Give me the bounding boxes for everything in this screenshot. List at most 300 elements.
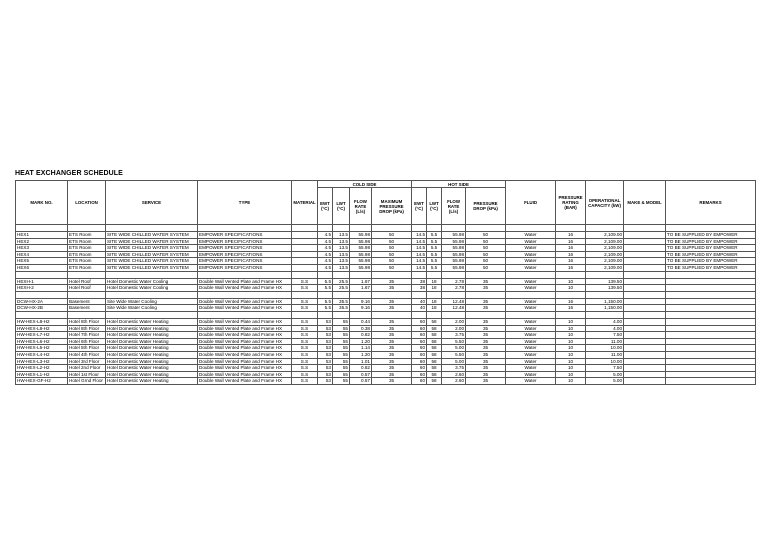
cell-pressure-rating: 16 <box>556 264 586 271</box>
cell-mark-no: HEX3 <box>16 245 68 252</box>
cell-hot-flow-rate: 2.78 <box>442 285 466 292</box>
cell-remarks <box>666 351 756 358</box>
spacer-cell <box>666 225 756 232</box>
cell-cold-ewt: 53 <box>318 318 333 325</box>
cell-cold-flow-rate: 1.01 <box>350 358 372 365</box>
cell-cold-max-pressure-drop: 35 <box>372 298 412 305</box>
cell-operational-capacity: 10.00 <box>586 345 624 352</box>
spacer-cell <box>466 311 506 318</box>
spacer-cell <box>466 225 506 232</box>
cell-pressure-rating: 10 <box>556 285 586 292</box>
cell-remarks <box>666 305 756 312</box>
spacer-cell <box>16 291 68 298</box>
cell-material: S.S <box>292 378 318 385</box>
cell-operational-capacity: 2,109.00 <box>586 251 624 258</box>
cell-hot-ewt: 14.5 <box>412 258 427 265</box>
spacer-cell <box>442 271 466 278</box>
cell-cold-lwt: 13.5 <box>333 232 350 239</box>
cell-pressure-rating: 10 <box>556 318 586 325</box>
cell-cold-flow-rate: 0.57 <box>350 378 372 385</box>
cell-remarks <box>666 332 756 339</box>
cell-mark-no: HW-HEX-L7-H2 <box>16 332 68 339</box>
cell-material: S.S <box>292 365 318 372</box>
cell-fluid: Water <box>506 325 556 332</box>
cell-cold-max-pressure-drop: 35 <box>372 378 412 385</box>
cell-type: Double Wall Vented Plate and Frame HX <box>198 278 292 285</box>
cell-operational-capacity: 2,109.00 <box>586 258 624 265</box>
cell-pressure-rating: 16 <box>556 232 586 239</box>
cell-material: S.S <box>292 351 318 358</box>
cell-cold-lwt: 25.5 <box>333 285 350 292</box>
cell-make-model <box>624 251 666 258</box>
cell-type: EMPOWER SPECIFICATIONS <box>198 251 292 258</box>
cell-hot-flow-rate: 3.75 <box>442 332 466 339</box>
cell-remarks <box>666 371 756 378</box>
col-cold-ewt: EWT (°C) <box>318 188 333 225</box>
cell-hot-flow-rate: 5.50 <box>442 338 466 345</box>
spacer-cell <box>106 311 198 318</box>
cell-location: Hotel Roof <box>68 285 106 292</box>
cell-service: Hotel Domestic Water Heating <box>106 371 198 378</box>
cell-mark-no: HW-HEX-L1-H2 <box>16 371 68 378</box>
cell-make-model <box>624 285 666 292</box>
spacer-cell <box>333 291 350 298</box>
spacer-cell <box>292 225 318 232</box>
cell-hot-ewt: 60 <box>412 365 427 372</box>
cell-material <box>292 251 318 258</box>
cell-hot-lwt: 58 <box>427 318 442 325</box>
cell-service: Hotel Domestic Water Heating <box>106 318 198 325</box>
spacer-cell <box>333 271 350 278</box>
col-fluid: FLUID <box>506 181 556 225</box>
cell-make-model <box>624 298 666 305</box>
cell-fluid: Water <box>506 345 556 352</box>
cell-cold-lwt: 13.5 <box>333 251 350 258</box>
cell-hot-ewt: 40 <box>412 298 427 305</box>
table-body <box>16 225 756 385</box>
cell-fluid: Water <box>506 338 556 345</box>
cell-pressure-rating: 10 <box>556 358 586 365</box>
cell-pressure-rating: 16 <box>556 258 586 265</box>
cell-material: S.S <box>292 285 318 292</box>
cell-remarks <box>666 345 756 352</box>
cell-make-model <box>624 238 666 245</box>
col-material: MATERIAL <box>292 181 318 225</box>
cell-material: S.S <box>292 371 318 378</box>
table-row <box>16 278 756 285</box>
cell-service: Hotel Domestic Water Heating <box>106 365 198 372</box>
cell-hot-pressure-drop: 35 <box>466 285 506 292</box>
cell-type: Double Wall Vented Plate and Frame HX <box>198 365 292 372</box>
cell-hot-pressure-drop: 35 <box>466 318 506 325</box>
cell-pressure-rating: 16 <box>556 305 586 312</box>
cell-cold-lwt: 25.5 <box>333 278 350 285</box>
cell-remarks: TO BE SUPPLIED BY EMPOWER <box>666 238 756 245</box>
spacer-cell <box>372 271 412 278</box>
cell-material: S.S <box>292 332 318 339</box>
cell-cold-flow-rate: 0.44 <box>350 318 372 325</box>
col-pressure-rating: PRESSURE RATING (BAR) <box>556 181 586 225</box>
cell-cold-ewt: 53 <box>318 351 333 358</box>
cell-mark-no: HEXH-2 <box>16 285 68 292</box>
cell-hot-pressure-drop: 50 <box>466 251 506 258</box>
cell-hot-ewt: 60 <box>412 318 427 325</box>
cell-cold-max-pressure-drop: 35 <box>372 318 412 325</box>
cell-type: Double Wall Vented Plate and Frame HX <box>198 378 292 385</box>
cell-mark-no: HW-HEX-L4-H2 <box>16 351 68 358</box>
spacer-cell <box>586 225 624 232</box>
cell-make-model <box>624 318 666 325</box>
spacer-cell <box>506 271 556 278</box>
spacer-cell <box>198 271 292 278</box>
cell-operational-capacity: 139.50 <box>586 278 624 285</box>
cell-operational-capacity: 4.00 <box>586 325 624 332</box>
cell-material <box>292 238 318 245</box>
cell-fluid: Water <box>506 298 556 305</box>
table-row <box>16 298 756 305</box>
cell-hot-ewt: 60 <box>412 358 427 365</box>
cell-cold-lwt: 55 <box>333 338 350 345</box>
cell-cold-ewt: 53 <box>318 338 333 345</box>
cell-material: S.S <box>292 325 318 332</box>
col-hot-pressure-drop: PRESSURE DROP (kPa) <box>466 188 506 225</box>
cell-make-model <box>624 351 666 358</box>
cell-pressure-rating: 10 <box>556 345 586 352</box>
cell-hot-pressure-drop: 35 <box>466 345 506 352</box>
cell-make-model <box>624 371 666 378</box>
cell-operational-capacity: 2,109.00 <box>586 238 624 245</box>
cell-location: Hotel 6th Floor <box>68 338 106 345</box>
spacer-cell <box>442 291 466 298</box>
spacer-cell <box>318 311 333 318</box>
cell-cold-lwt: 35.5 <box>333 305 350 312</box>
cell-location: Hotel Roof <box>68 278 106 285</box>
col-type: TYPE <box>198 181 292 225</box>
spacer-cell <box>412 225 427 232</box>
cell-hot-lwt: 5.5 <box>427 264 442 271</box>
cell-fluid: Water <box>506 251 556 258</box>
cell-pressure-rating: 16 <box>556 245 586 252</box>
cell-type: EMPOWER SPECIFICATIONS <box>198 258 292 265</box>
cell-location: Hotel 4th Floor <box>68 351 106 358</box>
cell-hot-ewt: 60 <box>412 345 427 352</box>
cell-operational-capacity: 11.00 <box>586 351 624 358</box>
cell-hot-ewt: 14.5 <box>412 238 427 245</box>
cell-hot-flow-rate: 5.00 <box>442 358 466 365</box>
cell-make-model <box>624 278 666 285</box>
cell-hot-lwt: 58 <box>427 371 442 378</box>
cell-cold-max-pressure-drop: 35 <box>372 345 412 352</box>
cell-pressure-rating: 10 <box>556 325 586 332</box>
cell-hot-flow-rate: 55.98 <box>442 245 466 252</box>
cell-location: Hotel 7th Floor <box>68 332 106 339</box>
cell-hot-pressure-drop: 35 <box>466 325 506 332</box>
table-row <box>16 358 756 365</box>
cell-location: Hotel 1st Floor <box>68 371 106 378</box>
cell-hot-pressure-drop: 50 <box>466 258 506 265</box>
cell-hot-pressure-drop: 35 <box>466 278 506 285</box>
cell-hot-flow-rate: 55.98 <box>442 238 466 245</box>
cell-cold-flow-rate: 55.98 <box>350 232 372 239</box>
spacer-cell <box>506 225 556 232</box>
cell-hot-pressure-drop: 50 <box>466 264 506 271</box>
cell-cold-flow-rate: 1.20 <box>350 351 372 358</box>
table-row <box>16 232 756 239</box>
cell-cold-flow-rate: 0.82 <box>350 332 372 339</box>
cell-hot-lwt: 18 <box>427 298 442 305</box>
spacer-cell <box>16 225 68 232</box>
cell-cold-max-pressure-drop: 50 <box>372 232 412 239</box>
cell-cold-max-pressure-drop: 50 <box>372 264 412 271</box>
cell-remarks <box>666 338 756 345</box>
cell-operational-capacity: 1,150.00 <box>586 298 624 305</box>
cell-hot-flow-rate: 2.00 <box>442 325 466 332</box>
cell-hot-lwt: 58 <box>427 338 442 345</box>
cell-cold-max-pressure-drop: 50 <box>372 238 412 245</box>
cell-hot-lwt: 5.5 <box>427 245 442 252</box>
cell-hot-pressure-drop: 35 <box>466 305 506 312</box>
cell-make-model <box>624 338 666 345</box>
group-spacer <box>16 291 756 298</box>
cell-mark-no: HEX6 <box>16 264 68 271</box>
cell-hot-pressure-drop: 50 <box>466 245 506 252</box>
cell-hot-pressure-drop: 50 <box>466 238 506 245</box>
cell-cold-lwt: 55 <box>333 371 350 378</box>
cell-hot-pressure-drop: 35 <box>466 358 506 365</box>
cell-remarks <box>666 378 756 385</box>
cell-remarks: TO BE SUPPLIED BY EMPOWER <box>666 251 756 258</box>
cell-operational-capacity: 7.50 <box>586 332 624 339</box>
spacer-cell <box>68 291 106 298</box>
cell-hot-ewt: 14.5 <box>412 251 427 258</box>
cell-hot-ewt: 60 <box>412 338 427 345</box>
cell-cold-lwt: 55 <box>333 332 350 339</box>
col-operational-capacity: OPERATIONAL CAPACITY (kW) <box>586 181 624 225</box>
cell-cold-flow-rate: 1.14 <box>350 345 372 352</box>
cell-type: Double Wall Vented Plate and Frame HX <box>198 325 292 332</box>
cell-type: Double Wall Vented Plate and Frame HX <box>198 332 292 339</box>
spacer-cell <box>624 271 666 278</box>
cell-cold-ewt: 5.5 <box>318 305 333 312</box>
group-hot-side: HOT SIDE <box>412 181 506 188</box>
cell-fluid: Water <box>506 358 556 365</box>
cell-type: EMPOWER SPECIFICATIONS <box>198 245 292 252</box>
cell-cold-ewt: 53 <box>318 332 333 339</box>
cell-cold-flow-rate: 55.98 <box>350 238 372 245</box>
table-row <box>16 258 756 265</box>
cell-cold-flow-rate: 9.16 <box>350 298 372 305</box>
cell-operational-capacity: 10.00 <box>586 358 624 365</box>
spacer-cell <box>427 271 442 278</box>
cell-material: S.S <box>292 318 318 325</box>
spacer-cell <box>292 291 318 298</box>
col-hot-flow-rate: FLOW RATE (L/s) <box>442 188 466 225</box>
cell-hot-ewt: 60 <box>412 332 427 339</box>
cell-cold-max-pressure-drop: 35 <box>372 278 412 285</box>
cell-make-model <box>624 332 666 339</box>
cell-fluid: Water <box>506 238 556 245</box>
spacer-cell <box>68 271 106 278</box>
cell-remarks <box>666 298 756 305</box>
cell-pressure-rating: 10 <box>556 332 586 339</box>
cell-cold-ewt: 53 <box>318 358 333 365</box>
cell-cold-lwt: 13.5 <box>333 258 350 265</box>
cell-service: Hotel Domestic Water Heating <box>106 378 198 385</box>
cell-pressure-rating: 16 <box>556 251 586 258</box>
cell-service: SITE WIDE CHILLED WATER SYSTEM <box>106 245 198 252</box>
schedule-title: HEAT EXCHANGER SCHEDULE <box>15 170 123 177</box>
cell-mark-no: HEX1 <box>16 232 68 239</box>
spacer-cell <box>292 271 318 278</box>
cell-location: ETS Room <box>68 245 106 252</box>
cell-cold-flow-rate: 9.16 <box>350 305 372 312</box>
table-row <box>16 371 756 378</box>
table-row <box>16 345 756 352</box>
cell-mark-no: HW-HEX-L5-H2 <box>16 345 68 352</box>
cell-material: S.S <box>292 338 318 345</box>
cell-hot-lwt: 5.5 <box>427 251 442 258</box>
cell-service: Site Wide Water Cooling <box>106 305 198 312</box>
spacer-cell <box>666 291 756 298</box>
cell-fluid: Water <box>506 365 556 372</box>
cell-make-model <box>624 378 666 385</box>
cell-type: EMPOWER SPECIFICATIONS <box>198 232 292 239</box>
cell-operational-capacity: 5.00 <box>586 378 624 385</box>
table-row <box>16 305 756 312</box>
cell-hot-lwt: 58 <box>427 345 442 352</box>
cell-type: Double Wall Vented Plate and Frame HX <box>198 358 292 365</box>
cell-cold-ewt: 5.5 <box>318 298 333 305</box>
cell-remarks <box>666 318 756 325</box>
cell-mark-no: DCW-HX-2B <box>16 305 68 312</box>
cell-cold-flow-rate: 1.67 <box>350 285 372 292</box>
cell-hot-ewt: 60 <box>412 325 427 332</box>
cell-cold-max-pressure-drop: 50 <box>372 245 412 252</box>
spacer-cell <box>68 225 106 232</box>
spacer-cell <box>556 271 586 278</box>
cell-cold-lwt: 13.5 <box>333 264 350 271</box>
cell-cold-max-pressure-drop: 35 <box>372 371 412 378</box>
cell-service: SITE WIDE CHILLED WATER SYSTEM <box>106 232 198 239</box>
spacer-cell <box>198 311 292 318</box>
cell-make-model <box>624 258 666 265</box>
cell-cold-max-pressure-drop: 35 <box>372 365 412 372</box>
cell-type: EMPOWER SPECIFICATIONS <box>198 264 292 271</box>
cell-cold-ewt: 5.5 <box>318 285 333 292</box>
cell-operational-capacity: 139.50 <box>586 285 624 292</box>
cell-material <box>292 258 318 265</box>
cell-mark-no: HEX5 <box>16 258 68 265</box>
cell-hot-ewt: 40 <box>412 305 427 312</box>
cell-cold-lwt: 55 <box>333 378 350 385</box>
cell-mark-no: HW-HEX-GF-H2 <box>16 378 68 385</box>
table-header <box>16 181 756 225</box>
cell-hot-flow-rate: 5.00 <box>442 345 466 352</box>
cell-mark-no: HW-HEX-L2-H2 <box>16 365 68 372</box>
cell-hot-ewt: 38 <box>412 285 427 292</box>
cell-cold-max-pressure-drop: 35 <box>372 305 412 312</box>
cell-pressure-rating: 10 <box>556 371 586 378</box>
cell-service: Hotel Domestic Water Heating <box>106 351 198 358</box>
spacer-cell <box>106 291 198 298</box>
col-remarks: REMARKS <box>666 181 756 225</box>
cell-hot-flow-rate: 12.48 <box>442 305 466 312</box>
cell-material: S.S <box>292 298 318 305</box>
table-row <box>16 318 756 325</box>
cell-remarks <box>666 285 756 292</box>
cell-cold-ewt: 53 <box>318 325 333 332</box>
cell-fluid: Water <box>506 318 556 325</box>
spacer-cell <box>427 225 442 232</box>
cell-hot-ewt: 60 <box>412 378 427 385</box>
cell-hot-flow-rate: 2.78 <box>442 278 466 285</box>
cell-hot-flow-rate: 12.48 <box>442 298 466 305</box>
table-row <box>16 338 756 345</box>
cell-cold-ewt: 4.5 <box>318 251 333 258</box>
spacer-cell <box>624 225 666 232</box>
cell-hot-lwt: 5.5 <box>427 238 442 245</box>
cell-make-model <box>624 232 666 239</box>
cell-material <box>292 245 318 252</box>
table-row <box>16 332 756 339</box>
spacer-cell <box>506 311 556 318</box>
cell-cold-ewt: 4.5 <box>318 258 333 265</box>
cell-fluid: Water <box>506 351 556 358</box>
cell-cold-max-pressure-drop: 35 <box>372 325 412 332</box>
table-row <box>16 285 756 292</box>
cell-service: Hotel Domestic Water Heating <box>106 332 198 339</box>
cell-location: ETS Room <box>68 251 106 258</box>
cell-fluid: Water <box>506 332 556 339</box>
col-mark-no: MARK NO. <box>16 181 68 225</box>
spacer-cell <box>506 291 556 298</box>
cell-location: ETS Room <box>68 264 106 271</box>
cell-fluid: Water <box>506 278 556 285</box>
cell-remarks: TO BE SUPPLIED BY EMPOWER <box>666 258 756 265</box>
cell-location: Basement <box>68 305 106 312</box>
cell-cold-max-pressure-drop: 35 <box>372 285 412 292</box>
spacer-cell <box>292 311 318 318</box>
cell-cold-lwt: 55 <box>333 358 350 365</box>
col-make-model: MAKE & MODEL <box>624 181 666 225</box>
cell-location: Hotel 3rd Floor <box>68 358 106 365</box>
cell-mark-no: HEXH-1 <box>16 278 68 285</box>
cell-cold-flow-rate: 55.98 <box>350 245 372 252</box>
cell-service: Hotel Domestic Water Heating <box>106 358 198 365</box>
cell-location: ETS Room <box>68 258 106 265</box>
spacer-cell <box>556 225 586 232</box>
cell-remarks: TO BE SUPPLIED BY EMPOWER <box>666 245 756 252</box>
cell-fluid: Water <box>506 285 556 292</box>
spacer-cell <box>333 225 350 232</box>
spacer-cell <box>442 311 466 318</box>
col-service: SERVICE <box>106 181 198 225</box>
spacer-cell <box>198 225 292 232</box>
cell-cold-max-pressure-drop: 35 <box>372 358 412 365</box>
spacer-cell <box>666 311 756 318</box>
cell-type: Double Wall Vented Plate and Frame HX <box>198 338 292 345</box>
cell-cold-lwt: 55 <box>333 325 350 332</box>
table-row <box>16 325 756 332</box>
spacer-cell <box>350 271 372 278</box>
cell-hot-lwt: 5.5 <box>427 232 442 239</box>
spacer-cell <box>586 311 624 318</box>
cell-cold-lwt: 35.5 <box>333 298 350 305</box>
cell-fluid: Water <box>506 371 556 378</box>
spacer-cell <box>666 271 756 278</box>
cell-pressure-rating: 10 <box>556 351 586 358</box>
cell-location: Hotel 8th Floor <box>68 325 106 332</box>
